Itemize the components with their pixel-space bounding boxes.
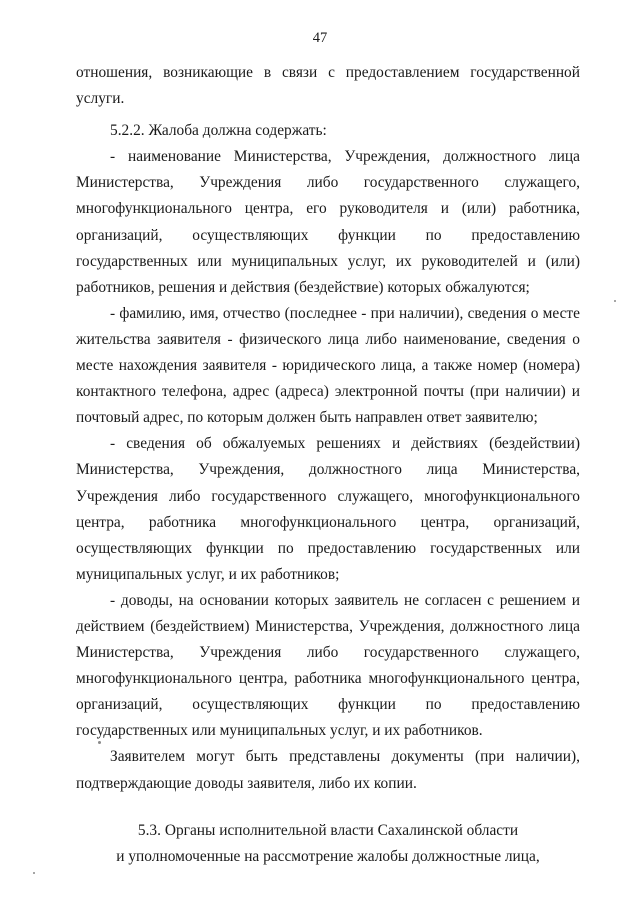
scan-speck xyxy=(33,872,35,874)
scan-speck xyxy=(614,300,616,302)
paragraph-list-item: - наименование Министерства, Учреждения, должностного лица Министерства, Учреждения либо государственного служащего, многофункционального центра, его руководителя и (или) работника, организаций, осуществляющих функции по предоставлению государственных или муниципальных услуг, их руководителей и (или) работников, решения и действия (бездействие) которых обжалуются; xyxy=(76,148,580,296)
section-heading-line: и уполномоченные на рассмотрение жалобы должностные лица, xyxy=(116,847,540,865)
paragraph-note: Заявителем могут быть представлены документы (при наличии), подтверждающие доводы заявителя, либо их копии. xyxy=(76,748,580,792)
paragraph-list-item: - доводы, на основании которых заявитель не согласен с решением и действием (бездействием) Министерства, Учреждения, должностного лица Министерства, Учреждения либо государственного служащего, многофункционального центра, работника многофункционального центра, организаций, осуществляющих функции по предоставлению государственных или муниципальных услуг, и их работников. xyxy=(76,591,580,740)
paragraph-list-item: - сведения об обжалуемых решениях и действиях (бездействии) Министерства, Учреждения, должностного лица Министерства, Учреждения либо государственного служащего, многофункционального центра, работника многофункционального центра, организаций, осуществляющих функции по предоставлению государственных или муниципальных услуг, и их работников; xyxy=(76,435,580,583)
section-heading-line: 5.3. Органы исполнительной власти Сахалинской области xyxy=(137,821,519,839)
scan-speck xyxy=(98,741,101,744)
paragraph-list-item: - фамилию, имя, отчество (последнее - при наличии), сведения о месте жительства заявителя - физического лица либо наименование, сведения о месте нахождения заявителя - юридического лица, а также номер (номера) контактного телефона, адрес (адреса) электронной почты (при наличии) и почтовый адрес, по которым должен быть направлен ответ заявителю; xyxy=(76,304,580,427)
page-number: 47 xyxy=(312,30,328,46)
paragraph-continuation: отношения, возникающие в связи с предоставлением государственной услуги. xyxy=(76,64,580,108)
paragraph-clause-heading: 5.2.2. Жалоба должна содержать: xyxy=(110,122,327,140)
document-body xyxy=(76,60,580,870)
section-heading xyxy=(76,818,580,870)
